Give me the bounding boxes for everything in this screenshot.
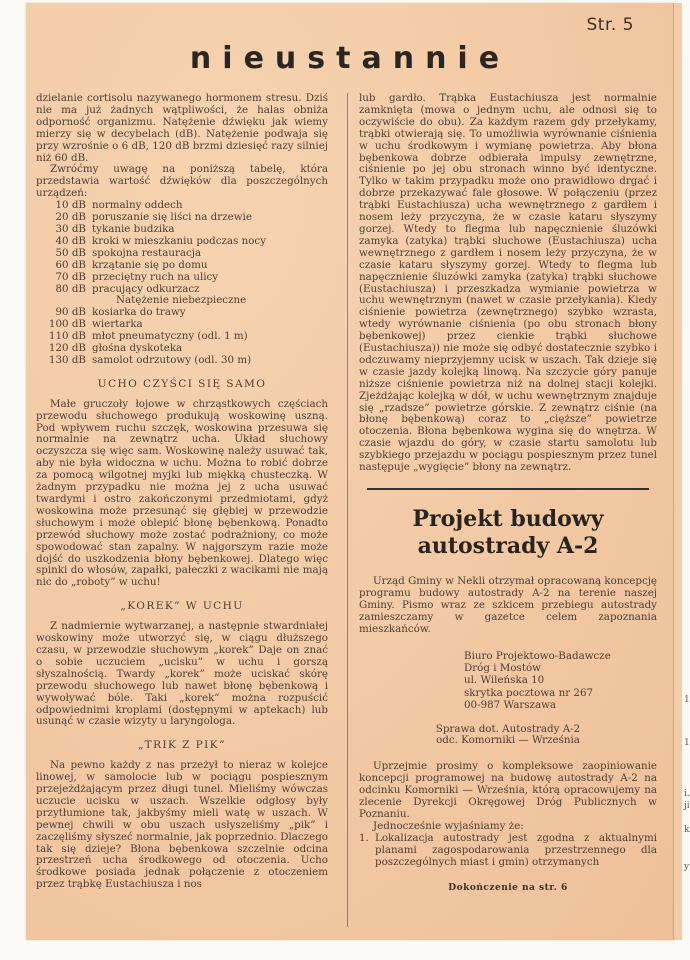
noise-table-row xyxy=(36,260,328,272)
article-intro: Urząd Gminy w Nekli otrzymał opracowaną koncepcję programu budowy autostrady A-2 na terenie naszej Gminy. Pismo wraz ze szkicem przebiegu autostrady zamieszczamy w gazetce celem zapoznania mieszkańców. xyxy=(359,575,657,635)
table-intro-paragraph: Zwróćmy uwagę na poniższą tabelę, która przedstawia wartość dźwięków dla poszczególnych urządzeń: xyxy=(36,163,328,200)
page-number: Str. 5 xyxy=(586,15,634,35)
section-text-ear-plug: Z nadmiernie wytwarzanej, a następnie stwardniałej woskowiny może utworzyć się, w ciągu dłuższego czasu, w przewodzie słuchowym „korek” Daje on znać o sobie uczuciem „ucisku” w uchu i gorszą słyszalnością. Twardy „korek” może uciskać skórę przewodu słuchowego lub nawet błonę bębenkową i wywoływać bóle. Taki „korek” można rozpuścić odpowiednimi kroplami (dostępnymi w aptekach) lub usunąć w czasie wizyty u laryngologa. xyxy=(36,620,328,728)
noise-source: krzątanie się po domu xyxy=(92,258,208,271)
column-divider xyxy=(347,93,348,927)
section-heading-ear-cleans: UCHO CZYŚCI SIĘ SAMO xyxy=(97,377,267,390)
noise-level: 110 dB xyxy=(48,330,86,343)
noise-level: 60 dB xyxy=(55,258,86,271)
noise-source: spokojna restauracja xyxy=(92,246,202,259)
noise-source: samolot odrzutowy (odl. 30 m) xyxy=(92,353,252,366)
headline-line-1: Projekt budowy xyxy=(412,506,604,532)
intro-paragraph: dzielanie cortisolu nazywanego hormonem stresu. Dziś nie ma już żadnych wątpliwości, że halas obniża odporność organizmu. Natężenie dźwięku jak wiemy mierzy się w decybelach (dB). Natężenie podwaja się przy wzrośnie o 6 dB, 120 dB brzmi dziesięć razy silniej niż 60 dB. xyxy=(36,92,328,164)
noise-level: 70 dB xyxy=(55,270,86,283)
noise-level-table xyxy=(36,200,328,295)
list-number: 1. xyxy=(359,831,369,844)
left-column xyxy=(36,93,328,891)
article-headline xyxy=(359,506,657,560)
continuation-paragraph: lub gardło. Trąbka Eustachiusza jest normalnie zamknięta (mowa o jednym uchu, ale odnosi się to oczywiście do obu). Za każdym razem gdy przełykamy, trąbki otwierają się. To umożliwia wyrównanie ciśnienia w uchu środkowym i wymianę powietrza. Aby błona bębenkowa dobrze odbierała impulsy zewnętrzne, ciśnienie po jej obu stronach winno być identyczne. Tylko w takim przypadku może ono prawidłowo drgać i dobrze przekazywać fale głosowe. W połączeniu (przez trąbki Eustachiusza) ucha wewnętrznego z gardłem i nosem leży przyczyna, że w czasie kataru słyszymy gorzej. Wtedy to flegma lub napęcznienie śluzówki zamyka (zatyka) trąbki słuchowe (Eustachiusza) ucha wewnętrznego z gardłem i nosem leży przyczyna, że w czasie kataru słyszymy gorzej. Wtedy to flegma lub napęcznienie śluzówki zamyka (zatyka) trąbki słuchowe (Eustachiusza) i przeszkadza wymianie powietrza w uchu wewnętrznym (nawet w czasie przełykania). Kiedy ciśnienie powietrza (zewnętrznego) szybko wzrasta, wtedy wyrównanie ciśnienia (po obu stronach błony bębenkowej) przez cienkie trąbki słuchowe (Eustachiusza)) nie może się odbyć dostatecznie szybko i odczuwamy nieprzyjemny ucisk w uszach. Tak dzieje się w czasie jazdy kolejką linową. Na szczycie góry panuje niższe ciśnienie powietrza niż na dolnej stacji kolejki. Zjeżdżając kolejką w dół, w uchu wewnętrznym znajduje się „rzadsze” powietrze górskie. Z zewnątrz ciśnie (na błonę bębenkową) coraz to „cięższe” powietrze otoczenia. Błona bębenkowa wygina się do wnętrza. W czasie wjazdu do góry, w czasie startu samolotu lub szybkiego przejazdu w pociągu pospiesznym przez tunel następuje „wygięcie” błony na zewnątrz. xyxy=(359,92,657,474)
noise-level: 50 dB xyxy=(55,246,86,259)
noise-level-table-danger xyxy=(36,307,328,367)
address-line: 00-987 Warszawa xyxy=(464,699,557,712)
reference-line: odc. Komorniki — Września xyxy=(436,734,580,747)
edge-fragment: y xyxy=(684,862,690,872)
list-text: Lokalizacja autostrady jest zgodna z aktualnymi planami zagospodarowania przestrzennego dla poszczególnych miast i gmin) otrzymanych xyxy=(375,831,657,868)
edge-fragment: 1 xyxy=(684,738,690,748)
headline-line-2: autostrady A-2 xyxy=(417,533,599,559)
list-item xyxy=(359,833,657,869)
noise-source: wiertarka xyxy=(92,318,143,331)
noise-level: 120 dB xyxy=(48,342,86,355)
edge-fragment: ji xyxy=(684,801,690,811)
noise-level: 40 dB xyxy=(55,234,86,247)
noise-source: poruszanie się liści na drzewie xyxy=(92,211,252,224)
letter-clarify: Jednocześnie wyjaśniamy że: xyxy=(373,819,524,832)
noise-table-row xyxy=(36,272,328,284)
noise-source: kroki w mieszkaniu podczas nocy xyxy=(92,234,267,247)
noise-table-row xyxy=(36,236,328,248)
address-line: Dróg i Mostów xyxy=(464,661,541,674)
edge-fragment: k xyxy=(684,825,690,835)
reference-block xyxy=(359,724,657,748)
address-line: Biuro Projektowo-Badawcze xyxy=(464,649,611,662)
noise-level: 100 dB xyxy=(48,318,86,331)
newspaper-page xyxy=(26,3,690,940)
noise-level: 10 dB xyxy=(55,199,86,212)
noise-source: kosiarka do trawy xyxy=(92,306,186,319)
section-text-trick: Na pewno każdy z nas przeżył to nieraz w kolejce linowej, w samolocie lub w pociągu pospiesznym przejeżdżającym przez długi tunel. Mieliśmy wówczas uczucie ucisku w uszach. Wszelkie odgłosy były przytłumione tak, jakbyśmy mieli watę w uszach. W pewnej chwili w obu uszach usłyszeliśmy „pik” i zaczęliśmy słyszeć normalnie, jak poprzednio. Dlaczego tak się dzieje? Błona bębenkowa szczelnie odcina przestrzeń ucha środkowego od otoczenia. Ucho środkowe posiada jednak połączenie z otoczeniem przez trąbkę Eustachiusza i nos xyxy=(36,759,328,891)
reference-line: Sprawa dot. Autostrady A-2 xyxy=(435,722,581,735)
noise-source: pracujący odkurzacz xyxy=(92,282,200,295)
noise-level: 20 dB xyxy=(55,211,86,224)
section-heading-trick: „TRIK Z PIK” xyxy=(138,739,226,752)
address-line: skrytka pocztowa nr 267 xyxy=(464,686,594,699)
noise-table-row xyxy=(36,355,328,367)
edge-fragment: 1 xyxy=(684,695,690,705)
letter-body: Uprzejmie prosimy o kompleksowe zaopiniowanie koncepcji programowej na budowę autostrady A-2 na odcinku Komorniki — Września, którą opracowujemy na zlecenie Dyrekcji Okręgowej Dróg Publicznych w Poznaniu. xyxy=(359,760,657,820)
noise-source: młot pneumatyczny (odl. 1 m) xyxy=(92,330,248,343)
noise-level: 30 dB xyxy=(55,222,86,235)
noise-level: 80 dB xyxy=(55,282,86,295)
edge-fragment: i. xyxy=(684,789,690,799)
danger-note: Natężenie niebezpieczne xyxy=(116,294,247,307)
noise-source: przeciętny ruch na ulicy xyxy=(92,270,219,283)
section-text-ear-cleans: Małe gruczoły łojowe w chrząstkowych częściach przewodu słuchowego produkują woskowinę uszną. Pod wpływem ruchu szczęk, woskowina przesuwa się normalnie na zewnątrz ucha. Układ słuchowy oczyszcza się więc sam. Woskowinę należy usuwać tak, aby nie była widoczna w uchu. Można to robić dobrze za pomocą wilgotnej myjki lub miękką chusteczką. W żadnym przypadku nie można jej z ucha usuwać twardymi i ostro zakończonymi przedmiotami, gdyż woskowina może przesunąć się głębiej w przewodzie słuchowym i może oblepić błonę bębenkową. Ponadto przewód słuchowy może zostać podrażniony, co może spowodować stan zapalny. W najgorszym razie może dojść do uszkodzenia błony bębenkowej. Dlatego więc spinki do włosów, zapałki, pałeczki z wacikami nie mają nic do „roboty” w uchu! xyxy=(36,397,328,589)
section-rule xyxy=(367,488,649,490)
right-column xyxy=(359,93,657,894)
continued-note: Dokończenie na str. 6 xyxy=(448,882,568,893)
noise-level: 90 dB xyxy=(55,306,86,319)
noise-source: głośna dyskoteka xyxy=(92,342,183,355)
address-line: ul. Wileńska 10 xyxy=(464,674,545,687)
noise-level: 130 dB xyxy=(48,353,86,366)
section-heading-ear-plug: „KOREK” W UCHU xyxy=(120,600,244,613)
masthead-title: nieustannie xyxy=(189,41,511,76)
address-block xyxy=(359,650,657,712)
noise-source: normalny oddech xyxy=(92,199,183,212)
noise-source: tykanie budzika xyxy=(92,222,175,235)
noise-table-row xyxy=(36,248,328,260)
